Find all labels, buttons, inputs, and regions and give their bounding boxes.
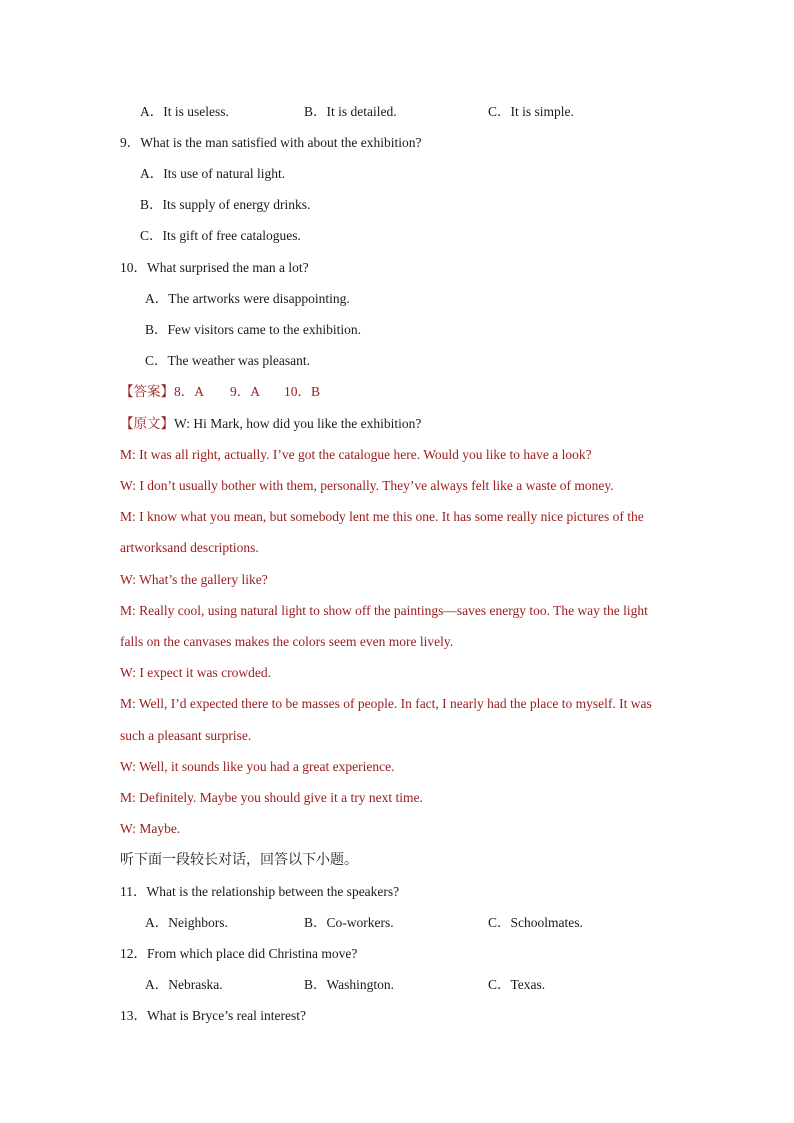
q9-option-b: B．Its supply of energy drinks.	[140, 197, 311, 212]
transcript-line-5: W: What’s the gallery like?	[120, 572, 268, 587]
q9-option-c: C．Its gift of free catalogues.	[140, 228, 301, 243]
transcript-line-8b: such a pleasant surprise.	[120, 728, 252, 743]
transcript-line-2: M: It was all right, actually. I’ve got the catalogue here. Would you like to have a look?	[120, 447, 592, 462]
answer-tag: 【答案】	[120, 384, 174, 400]
transcript-line-11: W: Maybe.	[120, 821, 181, 836]
transcript-line-9: W: Well, it sounds like you had a great experience.	[120, 759, 395, 774]
transcript-text-1: W: Hi Mark, how did you like the exhibition?	[174, 416, 422, 431]
q12-option-a: A．Nebraska.	[145, 977, 223, 992]
transcript-line-6b: falls on the canvases makes the colors seem even more lively.	[120, 634, 454, 649]
transcript-line-3: W: I don’t usually bother with them, personally. They’ve always felt like a waste of money.	[120, 478, 614, 493]
transcript-line-6a: M: Really cool, using natural light to show off the paintings—saves energy too. The way the light	[120, 603, 648, 618]
q11-question: 11．What is the relationship between the speakers?	[120, 884, 400, 899]
transcript-line-4b: artworksand descriptions.	[120, 540, 259, 555]
q11-option-a: A．Neighbors.	[145, 915, 228, 930]
q13-question: 13．What is Bryce’s real interest?	[120, 1008, 306, 1023]
transcript-tag: 【原文】	[120, 416, 174, 432]
q12-question: 12．From which place did Christina move?	[120, 946, 358, 961]
section-instruction: 听下面一段较长对话，回答以下小题。	[120, 852, 358, 868]
q12-option-b: B．Washington.	[304, 977, 395, 992]
answer-9: 9．A	[230, 384, 260, 399]
q11-option-c: C．Schoolmates.	[488, 915, 583, 930]
q12-option-c: C．Texas.	[488, 977, 546, 992]
transcript-line-1	[120, 415, 421, 433]
q8-option-a: A．It is useless.	[140, 104, 229, 119]
q10-option-c: C．The weather was pleasant.	[145, 353, 310, 368]
q8-option-c: C．It is simple.	[488, 104, 574, 119]
q9-option-a: A．Its use of natural light.	[140, 166, 286, 181]
answer-10: 10．B	[284, 384, 321, 399]
q10-question: 10．What surprised the man a lot?	[120, 260, 309, 275]
q9-question: 9．What is the man satisfied with about the exhibition?	[120, 135, 422, 150]
q10-option-b: B．Few visitors came to the exhibition.	[145, 322, 361, 337]
transcript-line-8a: M: Well, I’d expected there to be masses of people. In fact, I nearly had the place to myself. It was	[120, 696, 652, 711]
transcript-line-7: W: I expect it was crowded.	[120, 665, 271, 680]
q11-option-b: B．Co-workers.	[304, 915, 394, 930]
q10-option-a: A．The artworks were disappointing.	[145, 291, 350, 306]
answer-line	[120, 383, 320, 401]
transcript-line-10: M: Definitely. Maybe you should give it a try next time.	[120, 790, 423, 805]
transcript-line-4a: M: I know what you mean, but somebody lent me this one. It has some really nice pictures of the	[120, 509, 644, 524]
q8-option-b: B．It is detailed.	[304, 104, 397, 119]
answer-8: 8．A	[174, 384, 204, 399]
